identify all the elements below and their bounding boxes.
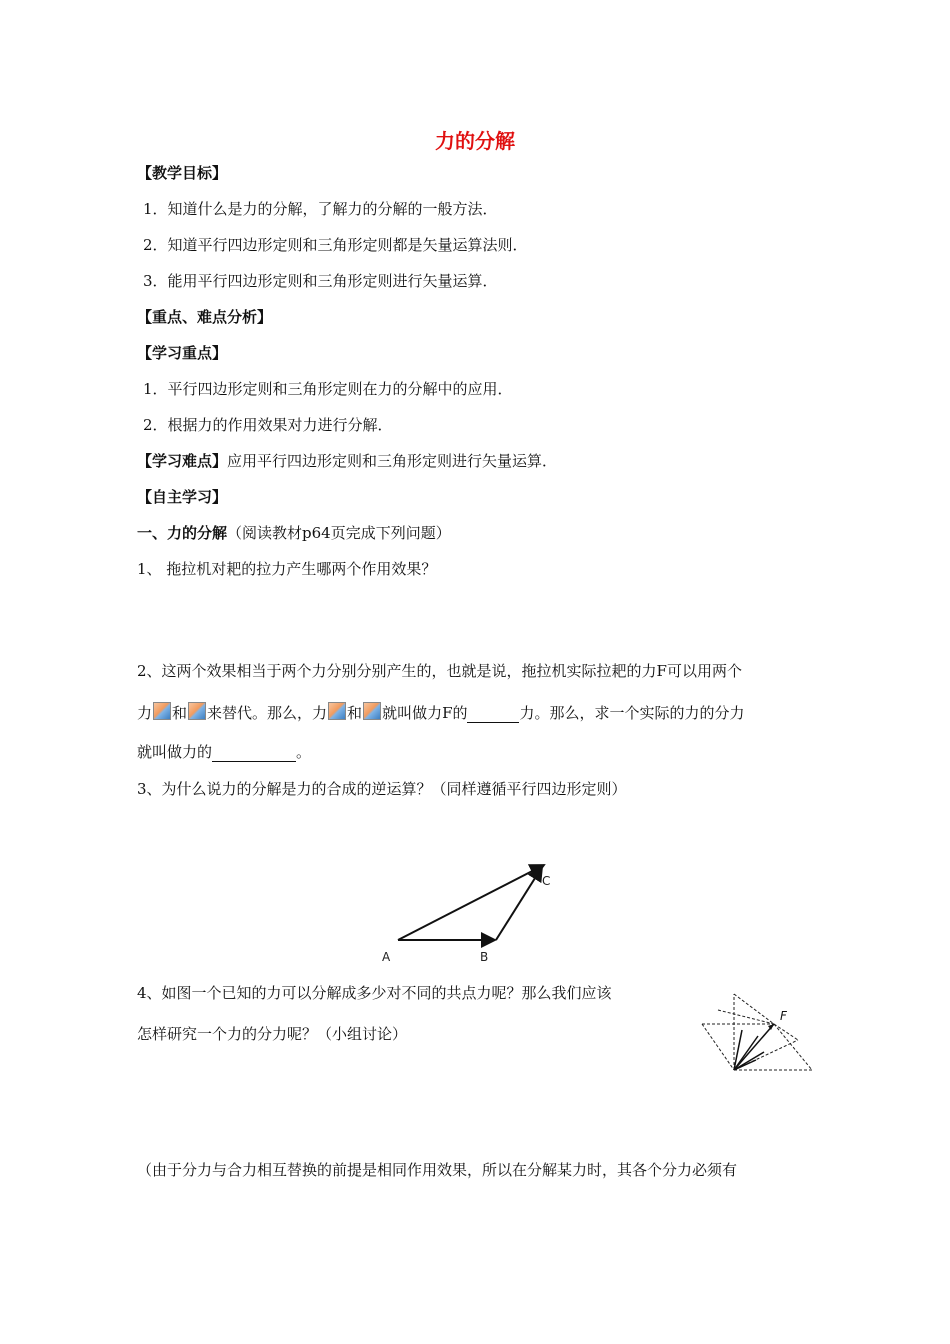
triangle-vector-diagram: [370, 855, 570, 970]
fill-in-blank[interactable]: [212, 745, 296, 762]
key-point-2: 2．根据力的作用效果对力进行分解．: [143, 416, 393, 434]
vector-ac: [398, 865, 544, 940]
key-point-1: 1．平行四边形定则和三角形定则在力的分解中的应用．: [143, 380, 513, 398]
section-one-note: （阅读教材p64页完成下列问题）: [227, 524, 451, 542]
question-2-line-2: [137, 702, 745, 723]
objectives-heading: 【教学目标】: [137, 164, 228, 182]
label-a: A: [382, 950, 391, 964]
question-4-line-1: 4、如图一个已知的力可以分解成多少对不同的共点力呢？那么我们应该: [137, 984, 612, 1002]
difficulty-line: [137, 451, 557, 471]
question-3: 3、为什么说力的分解是力的合成的逆运算？（同样遵循平行四边形定则）: [137, 780, 627, 798]
q2-text-b: 和: [172, 704, 188, 722]
objective-item-2: 2．知道平行四边形定则和三角形定则都是矢量运算法则．: [143, 236, 528, 254]
section-one-label: 一、力的分解: [137, 524, 228, 542]
key-points-heading: 【学习重点】: [137, 344, 228, 362]
q2-text-e: 就叫做力F的: [382, 704, 468, 722]
q2-text-a: 力: [137, 704, 153, 722]
force-label-f: F: [780, 1009, 787, 1023]
difficulty-label: 【学习难点】: [137, 452, 228, 470]
q2-text-g: 就叫做力的: [137, 743, 213, 761]
q2-text-f: 力。那么，求一个实际的力的分力: [519, 704, 745, 722]
objective-item-3: 3．能用平行四边形定则和三角形定则进行矢量运算．: [143, 272, 498, 290]
image-placeholder-icon: [188, 702, 206, 720]
question-1: 1、 拖拉机对耙的拉力产生哪两个作用效果？: [137, 560, 437, 578]
question-4-line-2: 怎样研究一个力的分力呢？（小组讨论）: [137, 1025, 408, 1043]
page-title: 力的分解: [435, 129, 515, 153]
difficulty-text: 应用平行四边形定则和三角形定则进行矢量运算．: [227, 452, 558, 470]
question-2-line-3: [137, 742, 311, 762]
q2-text-h: 。: [296, 743, 312, 761]
label-b: B: [480, 950, 489, 964]
image-placeholder-icon: [328, 702, 346, 720]
force-decomposition-diagram: [698, 990, 818, 1080]
self-study-heading: 【自主学习】: [137, 488, 228, 506]
note-line: （由于分力与合力相互替换的前提是相同作用效果，所以在分解某力时，其各个分力必须有: [137, 1161, 738, 1179]
question-2-line-1: 2、这两个效果相当于两个力分别分别产生的，也就是说，拖拉机实际拉耙的力F可以用两个: [137, 662, 742, 680]
image-placeholder-icon: [363, 702, 381, 720]
fill-in-blank[interactable]: [467, 706, 519, 723]
objective-item-1: 1．知道什么是力的分解，了解力的分解的一般方法．: [143, 200, 498, 218]
analysis-heading: 【重点、难点分析】: [137, 308, 273, 326]
label-c: C: [542, 874, 551, 888]
q2-text-c: 来替代。那么，力: [207, 704, 328, 722]
image-placeholder-icon: [153, 702, 171, 720]
q2-text-d: 和: [347, 704, 363, 722]
section-one-line: [137, 523, 451, 543]
